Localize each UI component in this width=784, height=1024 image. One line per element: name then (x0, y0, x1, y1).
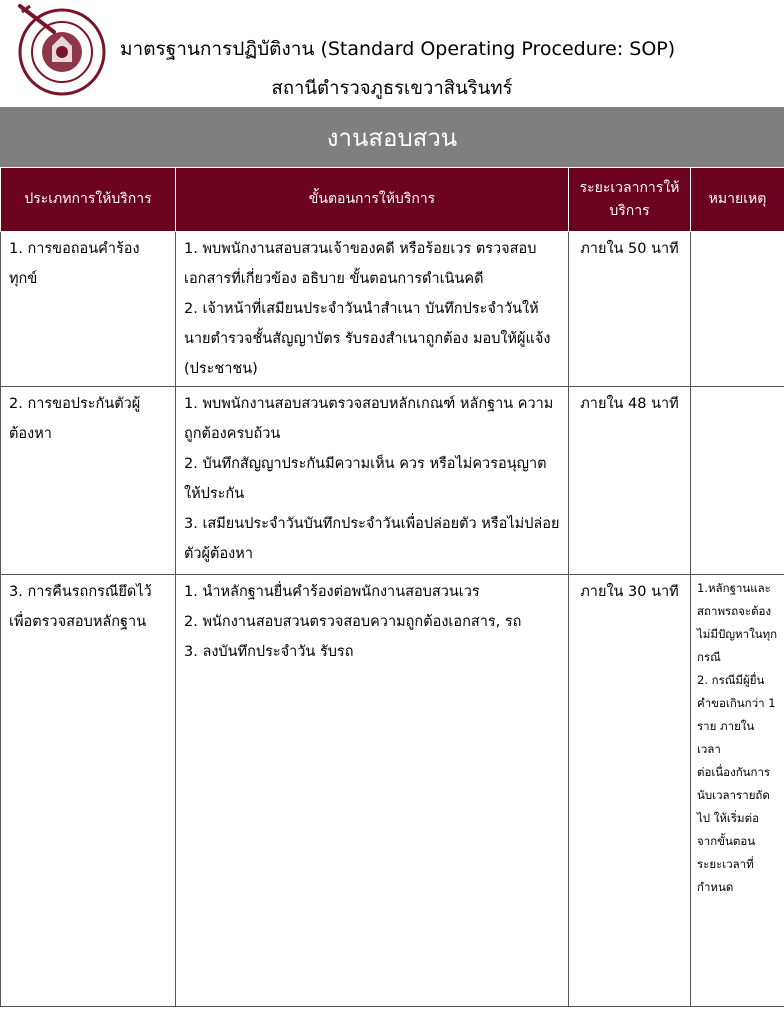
page-subtitle: สถานีตำรวจภูธรเขวาสินรินทร์ (271, 78, 513, 99)
table-row (1, 232, 784, 387)
step-item: 1. พบพนักงานสอบสวนเจ้าของคดี หรือร้อยเวร ตรวจสอบเอกสารที่เกี่ยวข้อง อธิบาย ขั้นตอนการดำเนินคดี (184, 241, 537, 287)
remark-item: ต่อเนื่องกันการนับเวลารายถัดไป ให้เริ่มต่อจากขั้นตอนระยะเวลาที่กำหนด (697, 765, 771, 894)
service-cell: 3. การคืนรถกรณียึดไว้เพื่อตรวจสอบหลักฐาน (1, 575, 176, 1007)
remarks-cell (691, 575, 784, 1007)
header-duration: ระยะเวลาการให้บริการ (569, 168, 691, 232)
remark-item: 2. กรณีมีผู้ยื่นคำขอเกินกว่า 1 ราย ภายในเวลา (697, 673, 776, 756)
steps-cell (176, 232, 569, 387)
table-row (1, 575, 784, 1007)
step-item: 1. พบพนักงานสอบสวนตรวจสอบหลักเกณฑ์ หลักฐาน ความถูกต้องครบถ้วน (184, 396, 554, 442)
remarks-cell (691, 232, 784, 387)
page-title: มาตรฐานการปฏิบัติงาน (Standard Operating Procedure: SOP) (120, 38, 676, 60)
step-item: 3. ลงบันทึกประจำวัน รับรถ (184, 644, 354, 660)
steps-cell (176, 387, 569, 575)
duration-cell: ภายใน 50 นาที (569, 232, 691, 387)
section-title (0, 107, 784, 167)
remark-item: 1.หลักฐานและสถาพรถจะต้องไม่มีปัญหาในทุกกรณี (697, 581, 778, 664)
table-header-row (1, 168, 784, 232)
header-service-type: ประเภทการให้บริการ (1, 168, 176, 232)
remarks-cell (691, 387, 784, 575)
step-item: 2. พนักงานสอบสวนตรวจสอบความถูกต้องเอกสาร, รถ (184, 614, 522, 630)
header-steps: ขั้นตอนการให้บริการ (176, 168, 569, 232)
step-item: 1. นำหลักฐานยื่นคำร้องต่อพนักงานสอบสวนเวร (184, 584, 480, 600)
section-title-text: งานสอบสวน (326, 123, 458, 152)
service-cell: 2. การขอประกันตัวผู้ต้องหา (1, 387, 176, 575)
table-row (1, 387, 784, 575)
step-item: 2. บันทึกสัญญาประกันมีความเห็น ควร หรือไม่ควรอนุญาตให้ประกัน (184, 456, 547, 502)
header-remarks: หมายเหตุ (691, 168, 784, 232)
steps-cell (176, 575, 569, 1007)
step-item: 3. เสมียนประจำวันบันทึกประจำวันเพื่อปล่อยตัว หรือไม่ปล่อยตัวผู้ต้องหา (184, 516, 560, 562)
step-item: 2. เจ้าหน้าที่เสมียนประจำวันนำสำเนา บันทึกประจำวันให้นายตำรวจชั้นสัญญาบัตร รับรองสำเนาถูกต้อง มอบให้ผู้แจ้ง (ประชาชน) (184, 301, 551, 377)
sop-table (0, 167, 784, 1007)
service-cell: 1. การขอถอนคำร้องทุกข์ (1, 232, 176, 387)
duration-cell: ภายใน 48 นาที (569, 387, 691, 575)
page-header (0, 0, 784, 105)
duration-cell: ภายใน 30 นาที (569, 575, 691, 1007)
